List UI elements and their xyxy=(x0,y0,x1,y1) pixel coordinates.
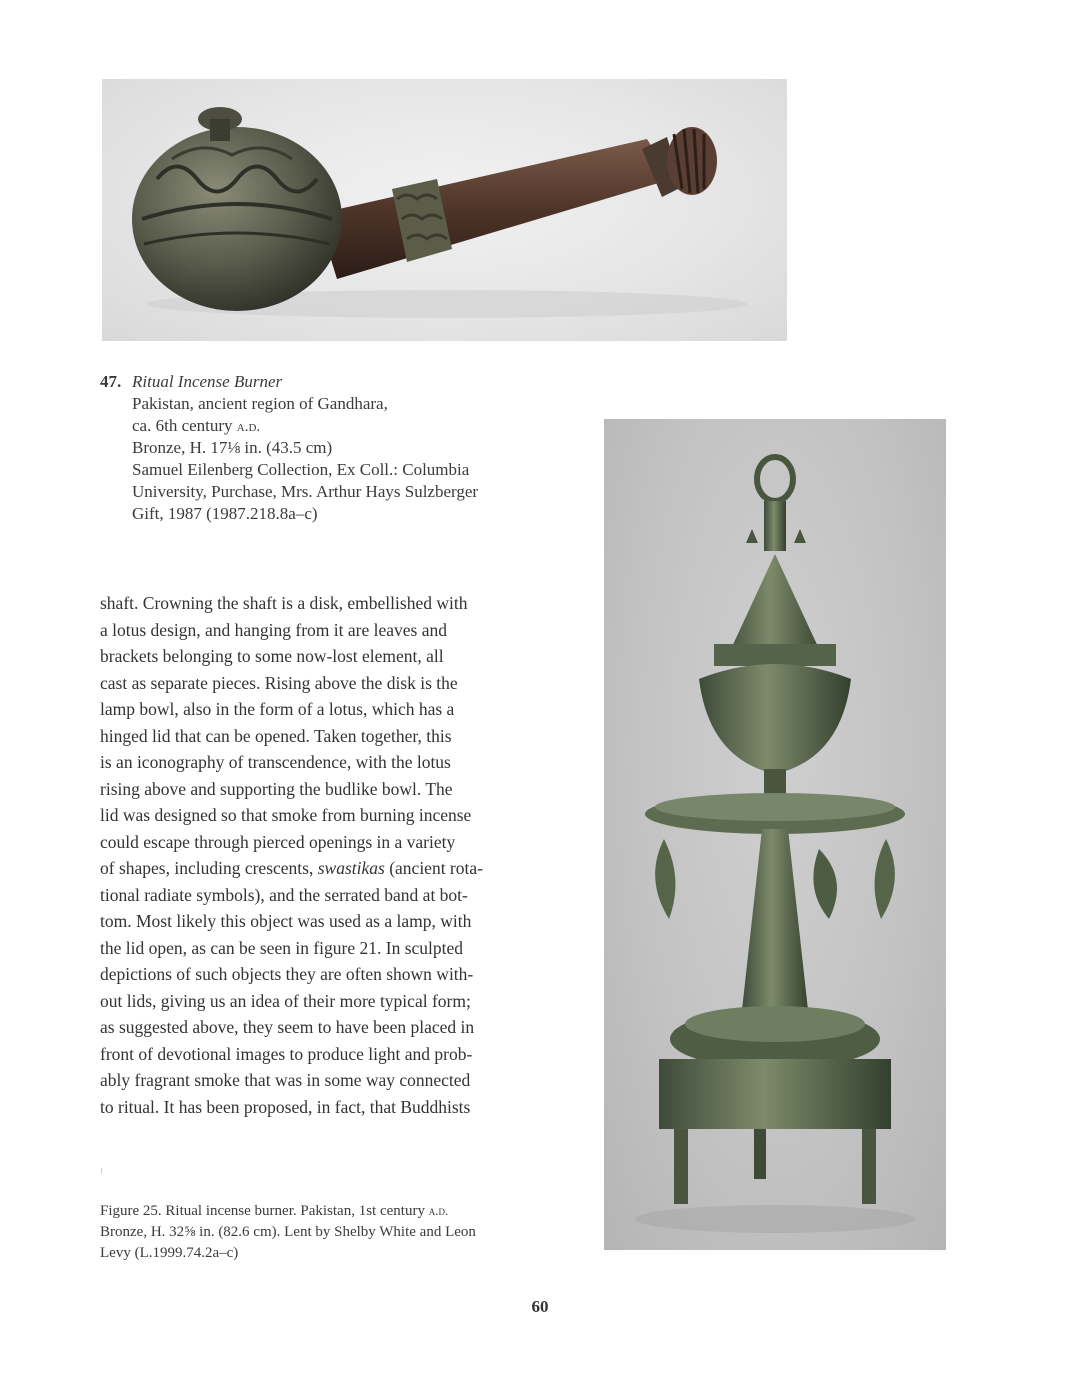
body-line: rising above and supporting the budlike bowl. The xyxy=(100,778,453,799)
figure-caption-line-1: Figure 25. Ritual incense burner. Pakistan, 1st century a.d. xyxy=(100,1203,449,1219)
catalog-number: 47. xyxy=(100,372,122,391)
body-line: could escape through pierced openings in a variety xyxy=(100,831,456,852)
body-line: depictions of such objects they are often shown with- xyxy=(100,964,474,984)
body-line: out lids, giving us an idea of their more typical form; xyxy=(100,990,471,1011)
figure-caption-line-2: Bronze, H. 32⅝ in. (82.6 cm). Lent by Shelby White and Leon xyxy=(100,1224,476,1240)
catalog-credit-1: Samuel Eilenberg Collection, Ex Coll.: Columbia xyxy=(132,460,470,479)
page-number: 60 xyxy=(531,1297,549,1316)
body-line: brackets belonging to some now-lost element, all xyxy=(100,646,444,666)
figure-caption-line-3: Levy (L.1999.74.2a–c) xyxy=(100,1245,239,1261)
margin-mark xyxy=(101,1168,102,1174)
catalog-credit-3: Gift, 1987 (1987.218.8a–c) xyxy=(132,504,318,523)
body-text xyxy=(100,590,530,1120)
figure-25-photo xyxy=(604,419,946,1250)
body-line: front of devotional images to produce light and prob- xyxy=(100,1043,473,1064)
body-line: a lotus design, and hanging from it are leaves and xyxy=(100,619,447,640)
body-line: lamp bowl, also in the form of a lotus, which has a xyxy=(100,699,455,719)
body-line: to ritual. It has been proposed, in fact, that Buddhists xyxy=(100,1096,471,1117)
body-line: tional radiate symbols), and the serrated band at bot- xyxy=(100,884,468,905)
swastikas-term: swastikas xyxy=(317,858,385,878)
catalog-material: Bronze, H. 17⅛ in. (43.5 cm) xyxy=(132,438,333,457)
catalog-date: ca. 6th century a.d. xyxy=(132,416,261,435)
catalog-origin: Pakistan, ancient region of Gandhara, xyxy=(132,394,388,413)
catalog-credit-2: University, Purchase, Mrs. Arthur Hays Sulzberger xyxy=(132,482,479,501)
body-line: ably fragrant smoke that was in some way connected xyxy=(100,1070,471,1090)
incense-burner-photo xyxy=(102,79,787,341)
body-line: shaft. Crowning the shaft is a disk, embellished with xyxy=(100,593,468,613)
catalog-title: Ritual Incense Burner xyxy=(132,372,283,391)
body-line: tom. Most likely this object was used as a lamp, with xyxy=(100,911,472,931)
body-line: hinged lid that can be opened. Taken together, this xyxy=(100,725,452,746)
figure-caption xyxy=(100,1200,540,1264)
body-line: as suggested above, they seem to have been placed in xyxy=(100,1017,475,1037)
body-line: lid was designed so that smoke from burning incense xyxy=(100,805,472,825)
body-line: cast as separate pieces. Rising above the disk is the xyxy=(100,672,458,693)
body-line: the lid open, as can be seen in figure 21. In sculpted xyxy=(100,937,464,958)
body-line: of shapes, including crescents, swastikas (ancient rota- xyxy=(100,858,483,878)
body-line: is an iconography of transcendence, with the lotus xyxy=(100,752,451,772)
